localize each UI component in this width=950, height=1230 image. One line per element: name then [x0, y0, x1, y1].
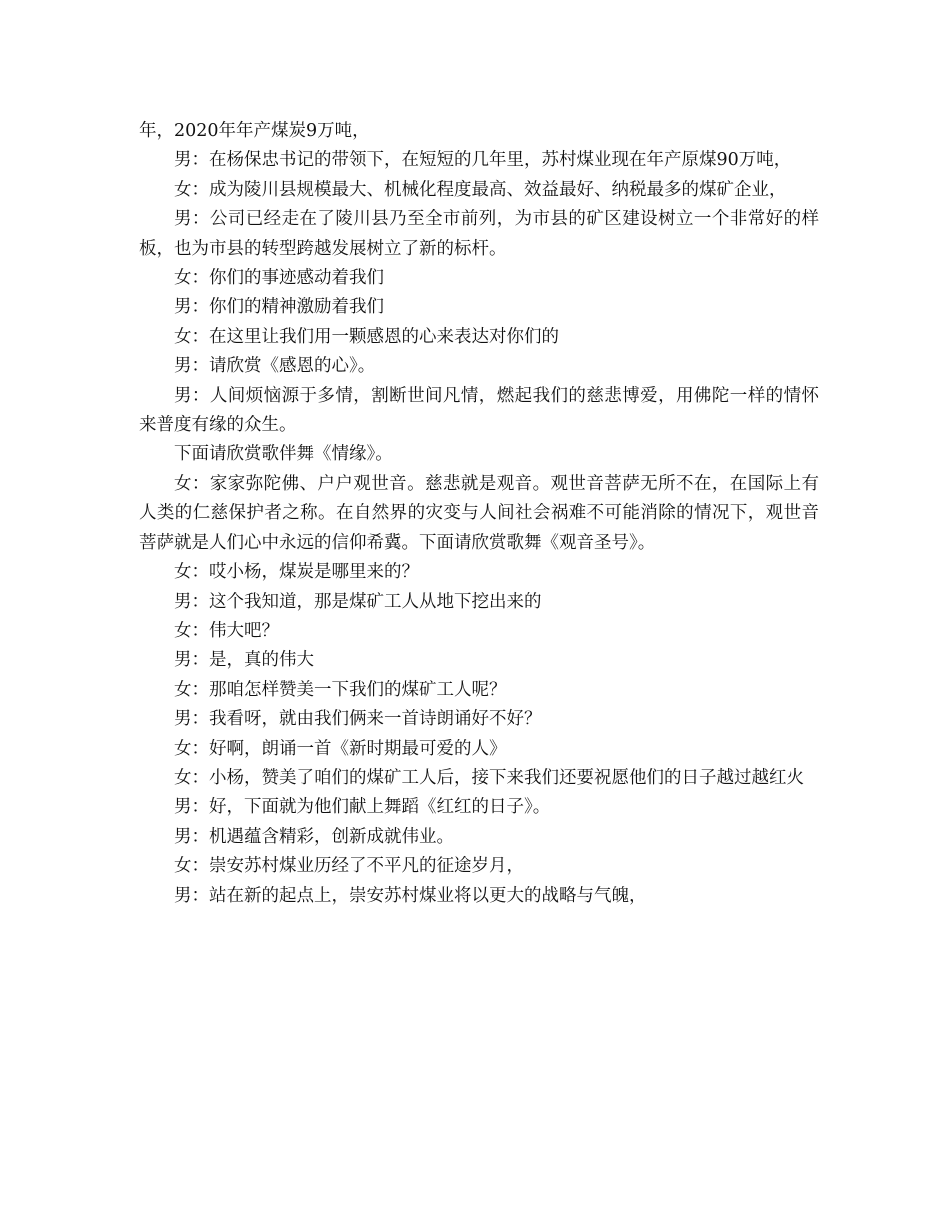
paragraph: 男：是，真的伟大 — [174, 650, 314, 671]
document-body — [139, 117, 819, 911]
paragraph: 女：家家弥陀佛、户户观世音。慈悲就是观音。观世音菩萨无所不在，在国际上有人类的仁慈保护者之称。在自然界的灾变与人间社会祸难不可能消除的情况下，观世音菩萨就是人们心中永远的信仰希冀。下面请欣赏歌舞《观音圣号》。 — [139, 473, 819, 553]
paragraph: 男：在杨保忠书记的带领下，在短短的几年里，苏村煤业现在年产原煤90万吨， — [174, 150, 792, 171]
paragraph: 女：成为陵川县规模最大、机械化程度最高、效益最好、纳税最多的煤矿企业， — [174, 179, 787, 200]
paragraph: 女：哎小杨，煤炭是哪里来的？ — [174, 562, 419, 583]
paragraph: 男：人间烦恼源于多情，割断世间凡情，燃起我们的慈悲博爱，用佛陀一样的情怀来普度有缘的众生。 — [139, 385, 819, 436]
paragraph: 男：这个我知道，那是煤矿工人从地下挖出来的 — [174, 591, 542, 612]
paragraph: 男：机遇蕴含精彩，创新成就伟业。 — [174, 826, 454, 847]
paragraph: 男：好，下面就为他们献上舞蹈《红红的日子》。 — [174, 797, 551, 818]
paragraph: 女：小杨，赞美了咱们的煤矿工人后，接下来我们还要祝愿他们的日子越过越红火 — [174, 767, 804, 788]
paragraph: 男：公司已经走在了陵川县乃至全市前列，为市县的矿区建设树立一个非常好的样板，也为市县的转型跨越发展树立了新的标杆。 — [139, 209, 819, 259]
paragraph: 女：伟大吧？ — [174, 620, 279, 641]
paragraph: 男：我看呀，就由我们俩来一首诗朗诵好不好？ — [174, 709, 542, 730]
paragraph: 下面请欣赏歌伴舞《情缘》。 — [174, 444, 393, 465]
paragraph: 女：你们的事迹感动着我们 — [174, 268, 384, 289]
paragraph: 女：崇安苏村煤业历经了不平凡的征途岁月， — [174, 856, 524, 877]
paragraph: 女：在这里让我们用一颗感恩的心来表达对你们的 — [174, 326, 559, 347]
paragraph: 男：站在新的起点上，崇安苏村煤业将以更大的战略与气魄， — [174, 885, 647, 906]
paragraph: 年，2020年年产煤炭9万吨， — [139, 121, 370, 141]
paragraph: 男：请欣赏《感恩的心》。 — [174, 356, 376, 377]
paragraph: 男：你们的精神激励着我们 — [174, 297, 384, 318]
paragraph: 女：好啊，朗诵一首《新时期最可爱的人》 — [174, 738, 507, 759]
paragraph: 女：那咱怎样赞美一下我们的煤矿工人呢？ — [174, 679, 507, 700]
